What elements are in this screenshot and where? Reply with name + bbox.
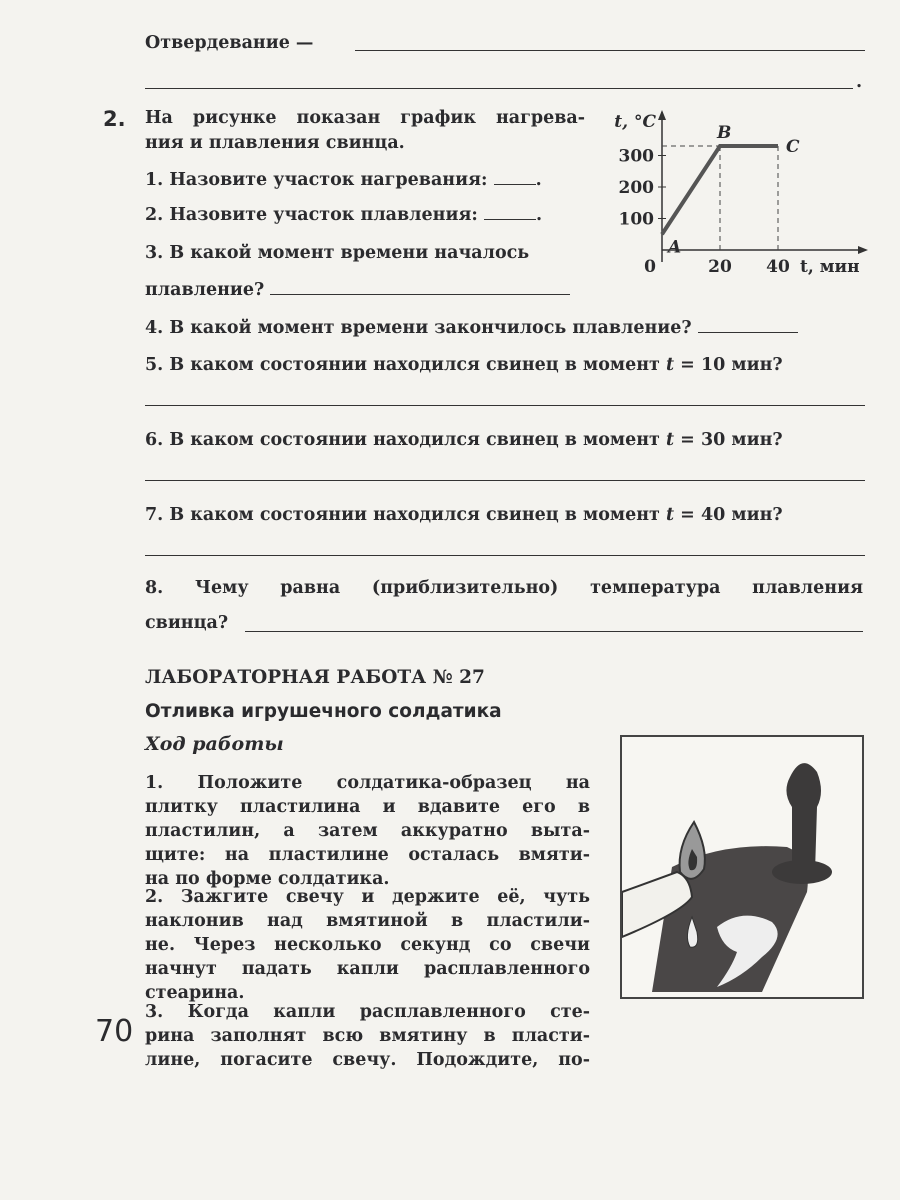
lab-title: ЛАБОРАТОРНАЯ РАБОТА № 27 (145, 667, 485, 688)
var-t: t (666, 430, 675, 450)
question-1: 1. Назовите участок нагревания: . (145, 170, 542, 190)
point-label-C: C (786, 137, 800, 158)
answer-line[interactable] (270, 293, 570, 295)
x-tick-label: 40 (766, 257, 790, 277)
origin-label: 0 (644, 257, 656, 277)
solidification-label (145, 33, 313, 53)
step3-line: 3. Когда капли расплавленного сте- (145, 1002, 590, 1022)
step2-line: наклонив над вмятиной в пластили- (145, 911, 590, 931)
candle-soldier-illustration (620, 735, 864, 999)
step1-line: 1. Положите солдатика-образец на (145, 773, 590, 793)
var-t: t (666, 505, 675, 525)
question-2: 2. Назовите участок плавления: . (145, 205, 543, 225)
intro-line: ния и плавления свинца. (145, 133, 405, 153)
point-label-A: A (668, 237, 682, 258)
q-text: 6. В каком состоянии находился свинец в момент (145, 430, 666, 450)
step2-line: стеарина. (145, 983, 245, 1003)
question-8-cont (145, 613, 228, 633)
question-3: 3. В какой момент времени началось (145, 243, 530, 263)
x-axis-label: t, мин (800, 257, 860, 277)
question-4 (145, 318, 798, 338)
answer-line[interactable] (145, 480, 865, 481)
answer-line[interactable] (145, 555, 865, 556)
x-tick-label: 20 (708, 257, 732, 277)
heating-melting-graph (600, 100, 880, 280)
page-number: 70 (95, 1014, 134, 1049)
task-number: 2. (103, 107, 126, 131)
period: . (856, 72, 863, 92)
intro-line: На рисунке показан график нагрева- (145, 108, 585, 128)
answer-line[interactable] (145, 405, 865, 406)
q-text: = 30 мин? (674, 430, 783, 450)
step2-line: не. Через несколько секунд со свечи (145, 935, 590, 955)
step3-line: рина заполнят всю вмятину в пласти- (145, 1026, 590, 1046)
y-tick-label: 200 (618, 178, 654, 198)
answer-line[interactable] (145, 88, 853, 89)
q-text: 4. В какой момент времени закончилось плавление? (145, 318, 692, 338)
y-axis-arrow (658, 110, 666, 120)
y-tick-label: 100 (618, 209, 654, 230)
question-8: 8. Чему равна (приблизительно) температура плавления (145, 578, 863, 598)
question-6 (145, 430, 783, 450)
step2-line: начнут падать капли расплавленного (145, 959, 590, 979)
question-3-cont (145, 280, 570, 300)
lab-subtitle: Отливка игрушечного солдатика (145, 701, 502, 722)
q-text: 2. Назовите участок плавления: (145, 205, 478, 225)
var-t: t (666, 355, 675, 375)
step1-line: на по форме солдатика. (145, 869, 390, 889)
step3-line: лине, погасите свечу. Подождите, по- (145, 1050, 590, 1070)
answer-line[interactable] (698, 331, 798, 333)
q-text: 7. В каком состоянии находился свинец в момент (145, 505, 666, 525)
x-axis-arrow (858, 246, 868, 254)
answer-line[interactable] (494, 183, 536, 185)
q-text: 1. Назовите участок нагревания: (145, 170, 488, 190)
step2-line: 2. Зажгите свечу и держите её, чуть (145, 887, 590, 907)
q-text: = 40 мин? (674, 505, 783, 525)
procedure-heading: Ход работы (145, 733, 284, 755)
y-axis-label: t, °C (614, 112, 656, 132)
answer-line[interactable] (484, 218, 536, 220)
answer-line[interactable] (355, 50, 865, 51)
q-text: 5. В каком состоянии находился свинец в момент (145, 355, 666, 375)
q-text: свинца? (145, 613, 229, 633)
step1-line: плитку пластилина и вдавите его в (145, 797, 590, 817)
q-text: плавление? (145, 280, 265, 300)
point-label-B: B (717, 123, 732, 144)
y-tick-label: 300 (618, 146, 654, 167)
step1-line: щите: на пластилине осталась вмяти- (145, 845, 590, 865)
answer-line[interactable] (245, 631, 863, 632)
question-7 (145, 505, 783, 525)
step1-line: пластилин, а затем аккуратно выта- (145, 821, 590, 841)
illustration-image (622, 737, 862, 997)
q-text: = 10 мин? (674, 355, 783, 375)
label-text: Отвердевание — (145, 33, 314, 53)
question-5 (145, 355, 783, 375)
